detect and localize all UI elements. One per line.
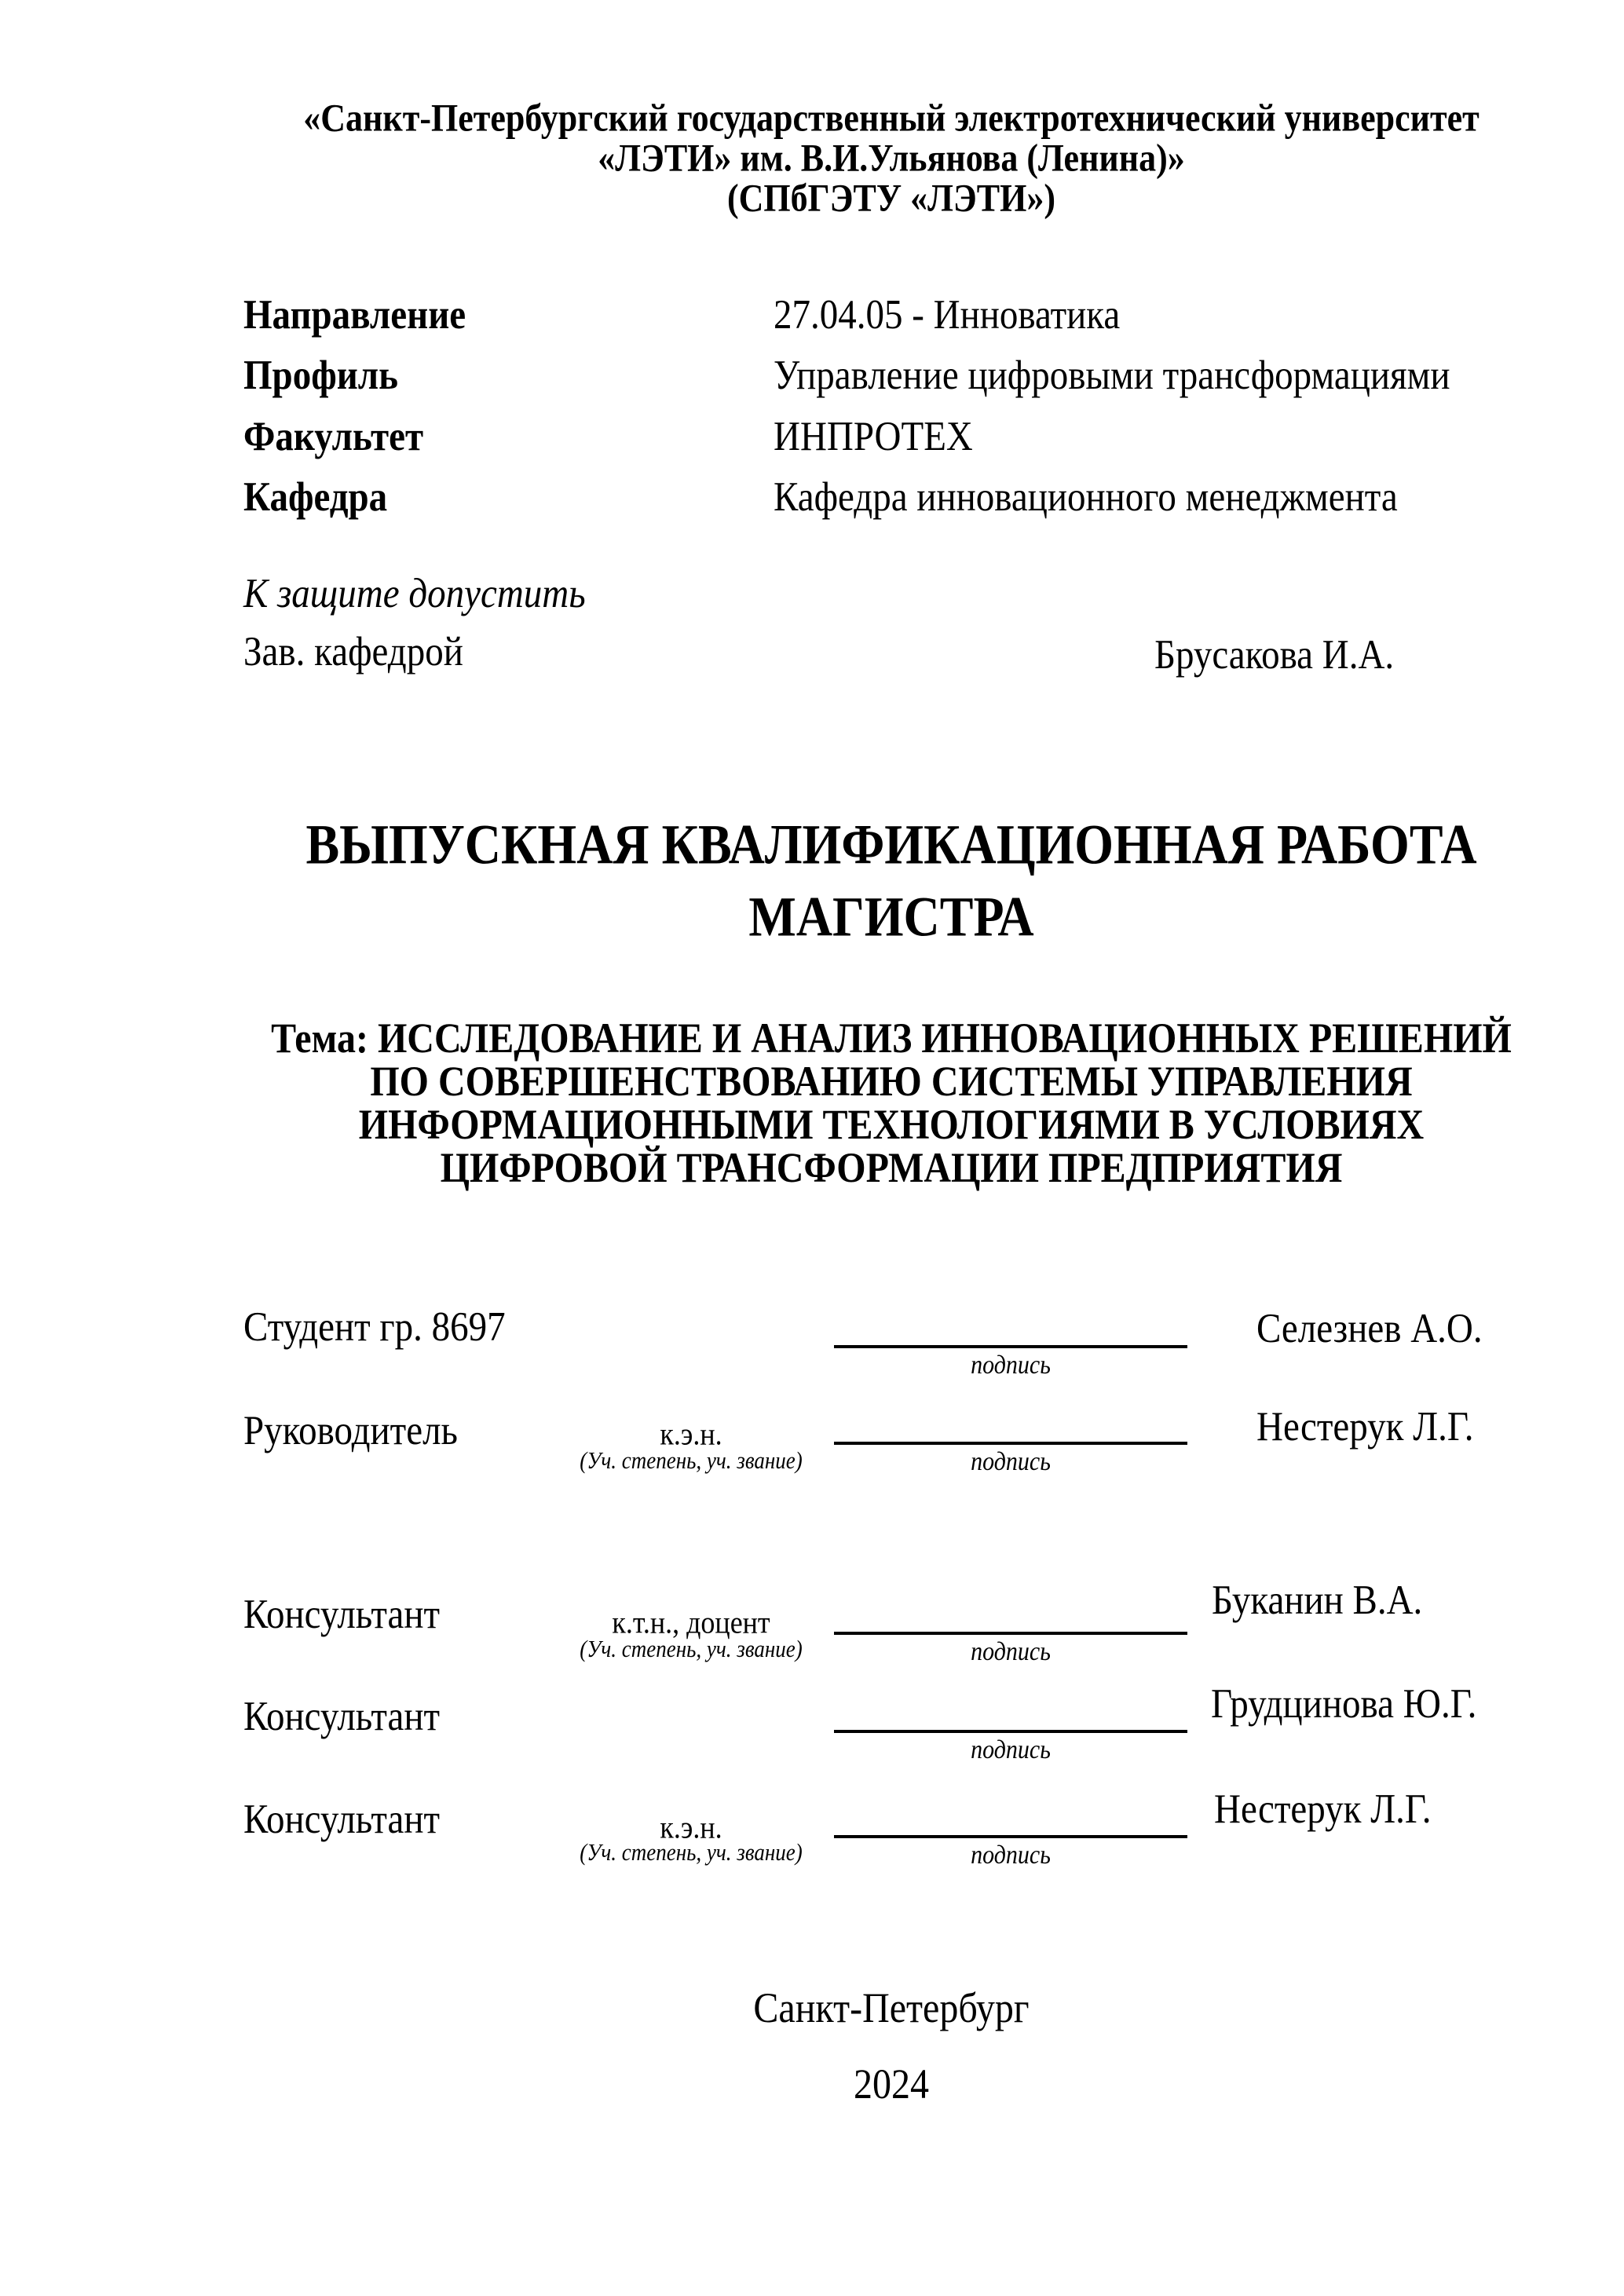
university-header: [236, 98, 1547, 218]
signature-caption: подпись: [971, 1735, 1051, 1764]
field-value-department: Кафедра инновационного менеджмента: [774, 473, 1398, 521]
role-label-supervisor: Руководитель: [243, 1407, 458, 1454]
signatory-name-consultant-2: Грудцинова Ю.Г.: [1211, 1680, 1477, 1727]
signatory-name-supervisor: Нестерук Л.Г.: [1256, 1403, 1474, 1450]
field-label-faculty: Факультет: [243, 413, 424, 460]
university-name-line-2: «ЛЭТИ» им. В.И.Ульянова (Ленина)»: [598, 137, 1185, 180]
signature-line: [834, 1835, 1187, 1838]
signatory-name-consultant-1: Буканин В.А.: [1212, 1577, 1423, 1624]
role-label-consultant-1: Консультант: [243, 1591, 441, 1638]
university-name-line-3: (СПбГЭТУ «ЛЭТИ»): [727, 177, 1055, 220]
topic-line-2: ПО СОВЕРШЕНСТВОВАНИЮ СИСТЕМЫ УПРАВЛЕНИЯ: [370, 1058, 1413, 1106]
signatory-name-student: Селезнев А.О.: [1256, 1305, 1483, 1352]
field-label-department: Кафедра: [243, 473, 388, 521]
degree-text-supervisor: к.э.н.: [660, 1416, 722, 1452]
signature-caption: подпись: [971, 1446, 1051, 1476]
signature-line: [834, 1442, 1187, 1445]
work-title-line-2: МАГИСТРА: [748, 885, 1034, 949]
signature-line: [834, 1730, 1187, 1733]
signatory-name-consultant-3: Нестерук Л.Г.: [1214, 1786, 1432, 1833]
degree-caption: (Уч. степень, уч. звание): [580, 1447, 803, 1474]
field-label-direction: Направление: [243, 291, 466, 338]
topic-block: [236, 1017, 1547, 1190]
signature-line: [834, 1345, 1187, 1348]
field-value-faculty: ИНПРОТЕХ: [774, 413, 973, 460]
signature-line: [834, 1632, 1187, 1635]
field-value-profile: Управление цифровыми трансформациями: [774, 352, 1450, 399]
head-of-department-name: Брусакова И.А.: [1154, 631, 1395, 678]
role-label-student: Студент гр. 8697: [243, 1303, 506, 1351]
topic-line-4: ЦИФРОВОЙ ТРАНСФОРМАЦИИ ПРЕДПРИЯТИЯ: [440, 1144, 1343, 1192]
degree-text-consultant-1: к.т.н., доцент: [612, 1604, 770, 1640]
footer-city: Санкт-Петербург: [753, 1984, 1030, 2032]
topic-line-1: Тема: ИССЛЕДОВАНИЕ И АНАЛИЗ ИННОВАЦИОННЫХ РЕШЕНИЙ: [271, 1015, 1512, 1062]
degree-caption: (Уч. степень, уч. звание): [580, 1636, 803, 1662]
head-of-department-label: Зав. кафедрой: [243, 628, 463, 675]
field-value-direction: 27.04.05 - Инноватика: [774, 291, 1121, 338]
field-label-profile: Профиль: [243, 352, 399, 399]
role-label-consultant-2: Консультант: [243, 1693, 441, 1740]
work-title-line-1: ВЫПУСКНАЯ КВАЛИФИКАЦИОННАЯ РАБОТА: [305, 813, 1477, 876]
degree-text-consultant-3: к.э.н.: [660, 1809, 722, 1845]
signature-caption: подпись: [971, 1350, 1051, 1380]
signature-caption: подпись: [971, 1636, 1051, 1666]
degree-caption: (Уч. степень, уч. звание): [580, 1839, 803, 1866]
role-label-consultant-3: Консультант: [243, 1796, 441, 1843]
university-name-line-1: «Санкт-Петербургский государственный электротехнический университет: [303, 97, 1480, 140]
topic-line-3: ИНФОРМАЦИОННЫМИ ТЕХНОЛОГИЯМИ В УСЛОВИЯХ: [358, 1101, 1425, 1149]
admission-permit-line: К защите допустить: [243, 570, 586, 617]
footer-year: 2024: [854, 2060, 929, 2108]
signature-caption: подпись: [971, 1840, 1051, 1870]
